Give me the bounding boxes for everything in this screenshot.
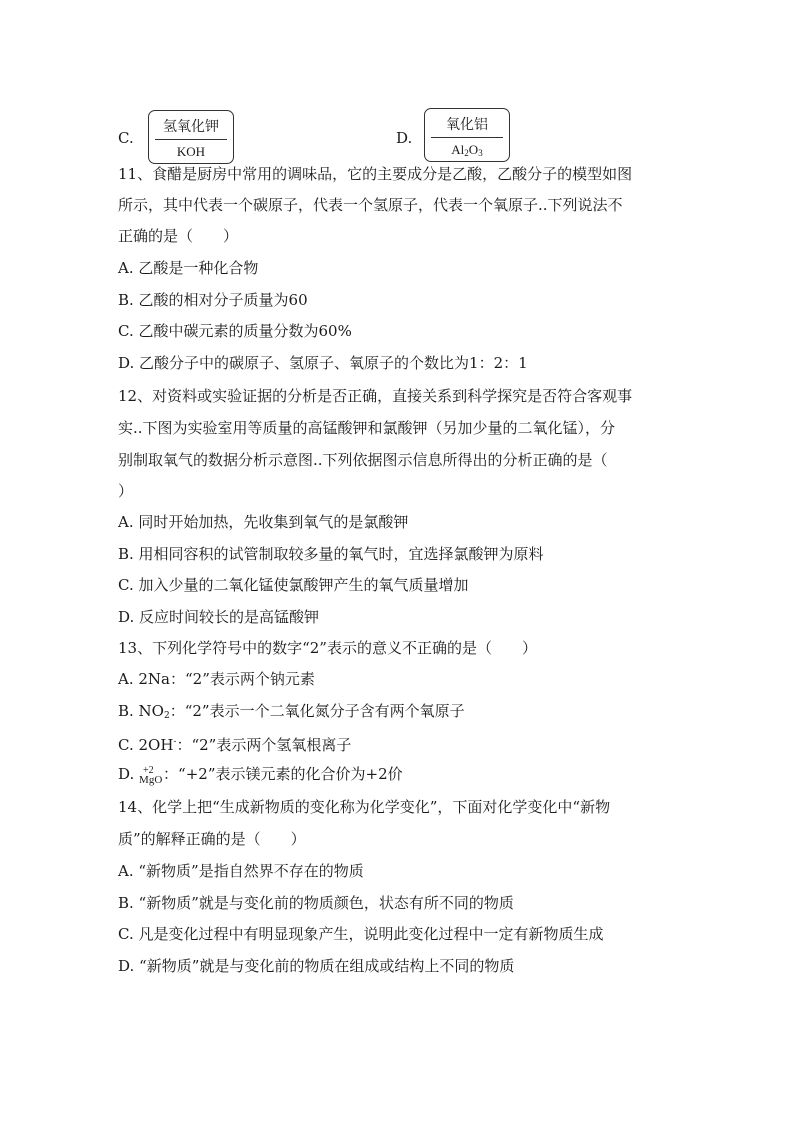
q13-option-d: D. +2 MgO ：“+2”表示镁元素的化合价为+2价	[118, 765, 403, 786]
q12-stem-line-2: 实..下图为实验室用等质量的高锰酸钾和氯酸钾（另加少量的二氧化锰），分	[118, 419, 616, 437]
option-d-letter: D.	[396, 129, 413, 147]
q11-stem-line-2: 所示，其中代表一个碳原子，代表一个氢原子，代表一个氧原子..下列说法不	[118, 196, 623, 214]
q11-option-d: D. 乙酸分子中的碳原子、氢原子、氧原子的个数比为1：2：1	[118, 354, 528, 372]
valence-mark: +2 MgO	[139, 765, 163, 786]
q14-option-c: C. 凡是变化过程中有明显现象产生，说明此变化过程中一定有新物质生成	[118, 925, 604, 943]
q14-stem-line-1: 14、化学上把“生成新物质的变化称为化学变化”，下面对化学变化中“新物	[118, 798, 611, 816]
q13-stem: 13、下列化学符号中的数字“2”表示的意义不正确的是（ ）	[118, 639, 537, 657]
option-c-rule	[155, 139, 227, 140]
option-c-card	[148, 110, 234, 164]
q14-option-b: B. “新物质”就是与变化前的物质颜色，状态有所不同的物质	[118, 894, 514, 912]
q11-option-a: A. 乙酸是一种化合物	[118, 259, 259, 277]
q12-stem-line-3: 别制取氧气的数据分析示意图..下列依据图示信息所得出的分析正确的是（	[118, 451, 608, 469]
q13-option-a: A. 2Na：“2”表示两个钠元素	[118, 670, 315, 688]
q11-stem-line-1: 11、食醋是厨房中常用的调味品，它的主要成分是乙酸，乙酸分子的模型如图	[118, 165, 633, 183]
q12-option-a: A. 同时开始加热，先收集到氧气的是氯酸钾	[118, 513, 409, 531]
q14-option-d: D. “新物质”就是与变化前的物质在组成或结构上不同的物质	[118, 957, 515, 975]
q13-option-b: B. $NO_2$：“2”表示一个二氧化氮分子含有两个氧原子	[118, 702, 465, 721]
q12-option-d: D. 反应时间较长的是高锰酸钾	[118, 608, 320, 626]
q13-option-c: C. 2OH-：“2”表示两个氢氧根离子	[118, 736, 352, 754]
option-c-name: 氢氧化钾	[163, 119, 219, 135]
q12-option-c: C. 加入少量的二氧化锰使氯酸钾产生的氧气质量增加	[118, 576, 469, 594]
q14-option-a: A. “新物质”是指自然界不存在的物质	[118, 862, 364, 880]
q12-stem-line-4: ）	[118, 482, 134, 500]
q11-option-c: C. 乙酸中碳元素的质量分数为60%	[118, 322, 352, 340]
option-d-rule	[431, 137, 503, 138]
q11-stem-line-3: 正确的是（ ）	[118, 227, 239, 245]
option-c-formula: KOH	[176, 144, 206, 159]
q12-option-b: B. 用相同容积的试管制取较多量的氧气时，宜选择氯酸钾为原料	[118, 545, 544, 563]
option-c-letter: C.	[118, 129, 134, 147]
q12-stem-line-1: 12、对资料或实验证据的分析是否正确，直接关系到科学探究是否符合客观事	[118, 387, 633, 405]
option-d-formula: $Al_2O_3$	[451, 142, 483, 158]
q11-option-b: B. 乙酸的相对分子质量为60	[118, 291, 308, 309]
option-d-name: 氧化铝	[446, 117, 488, 133]
q14-stem-line-2: 质”的解释正确的是（ ）	[118, 830, 306, 848]
option-d-card	[424, 108, 510, 162]
